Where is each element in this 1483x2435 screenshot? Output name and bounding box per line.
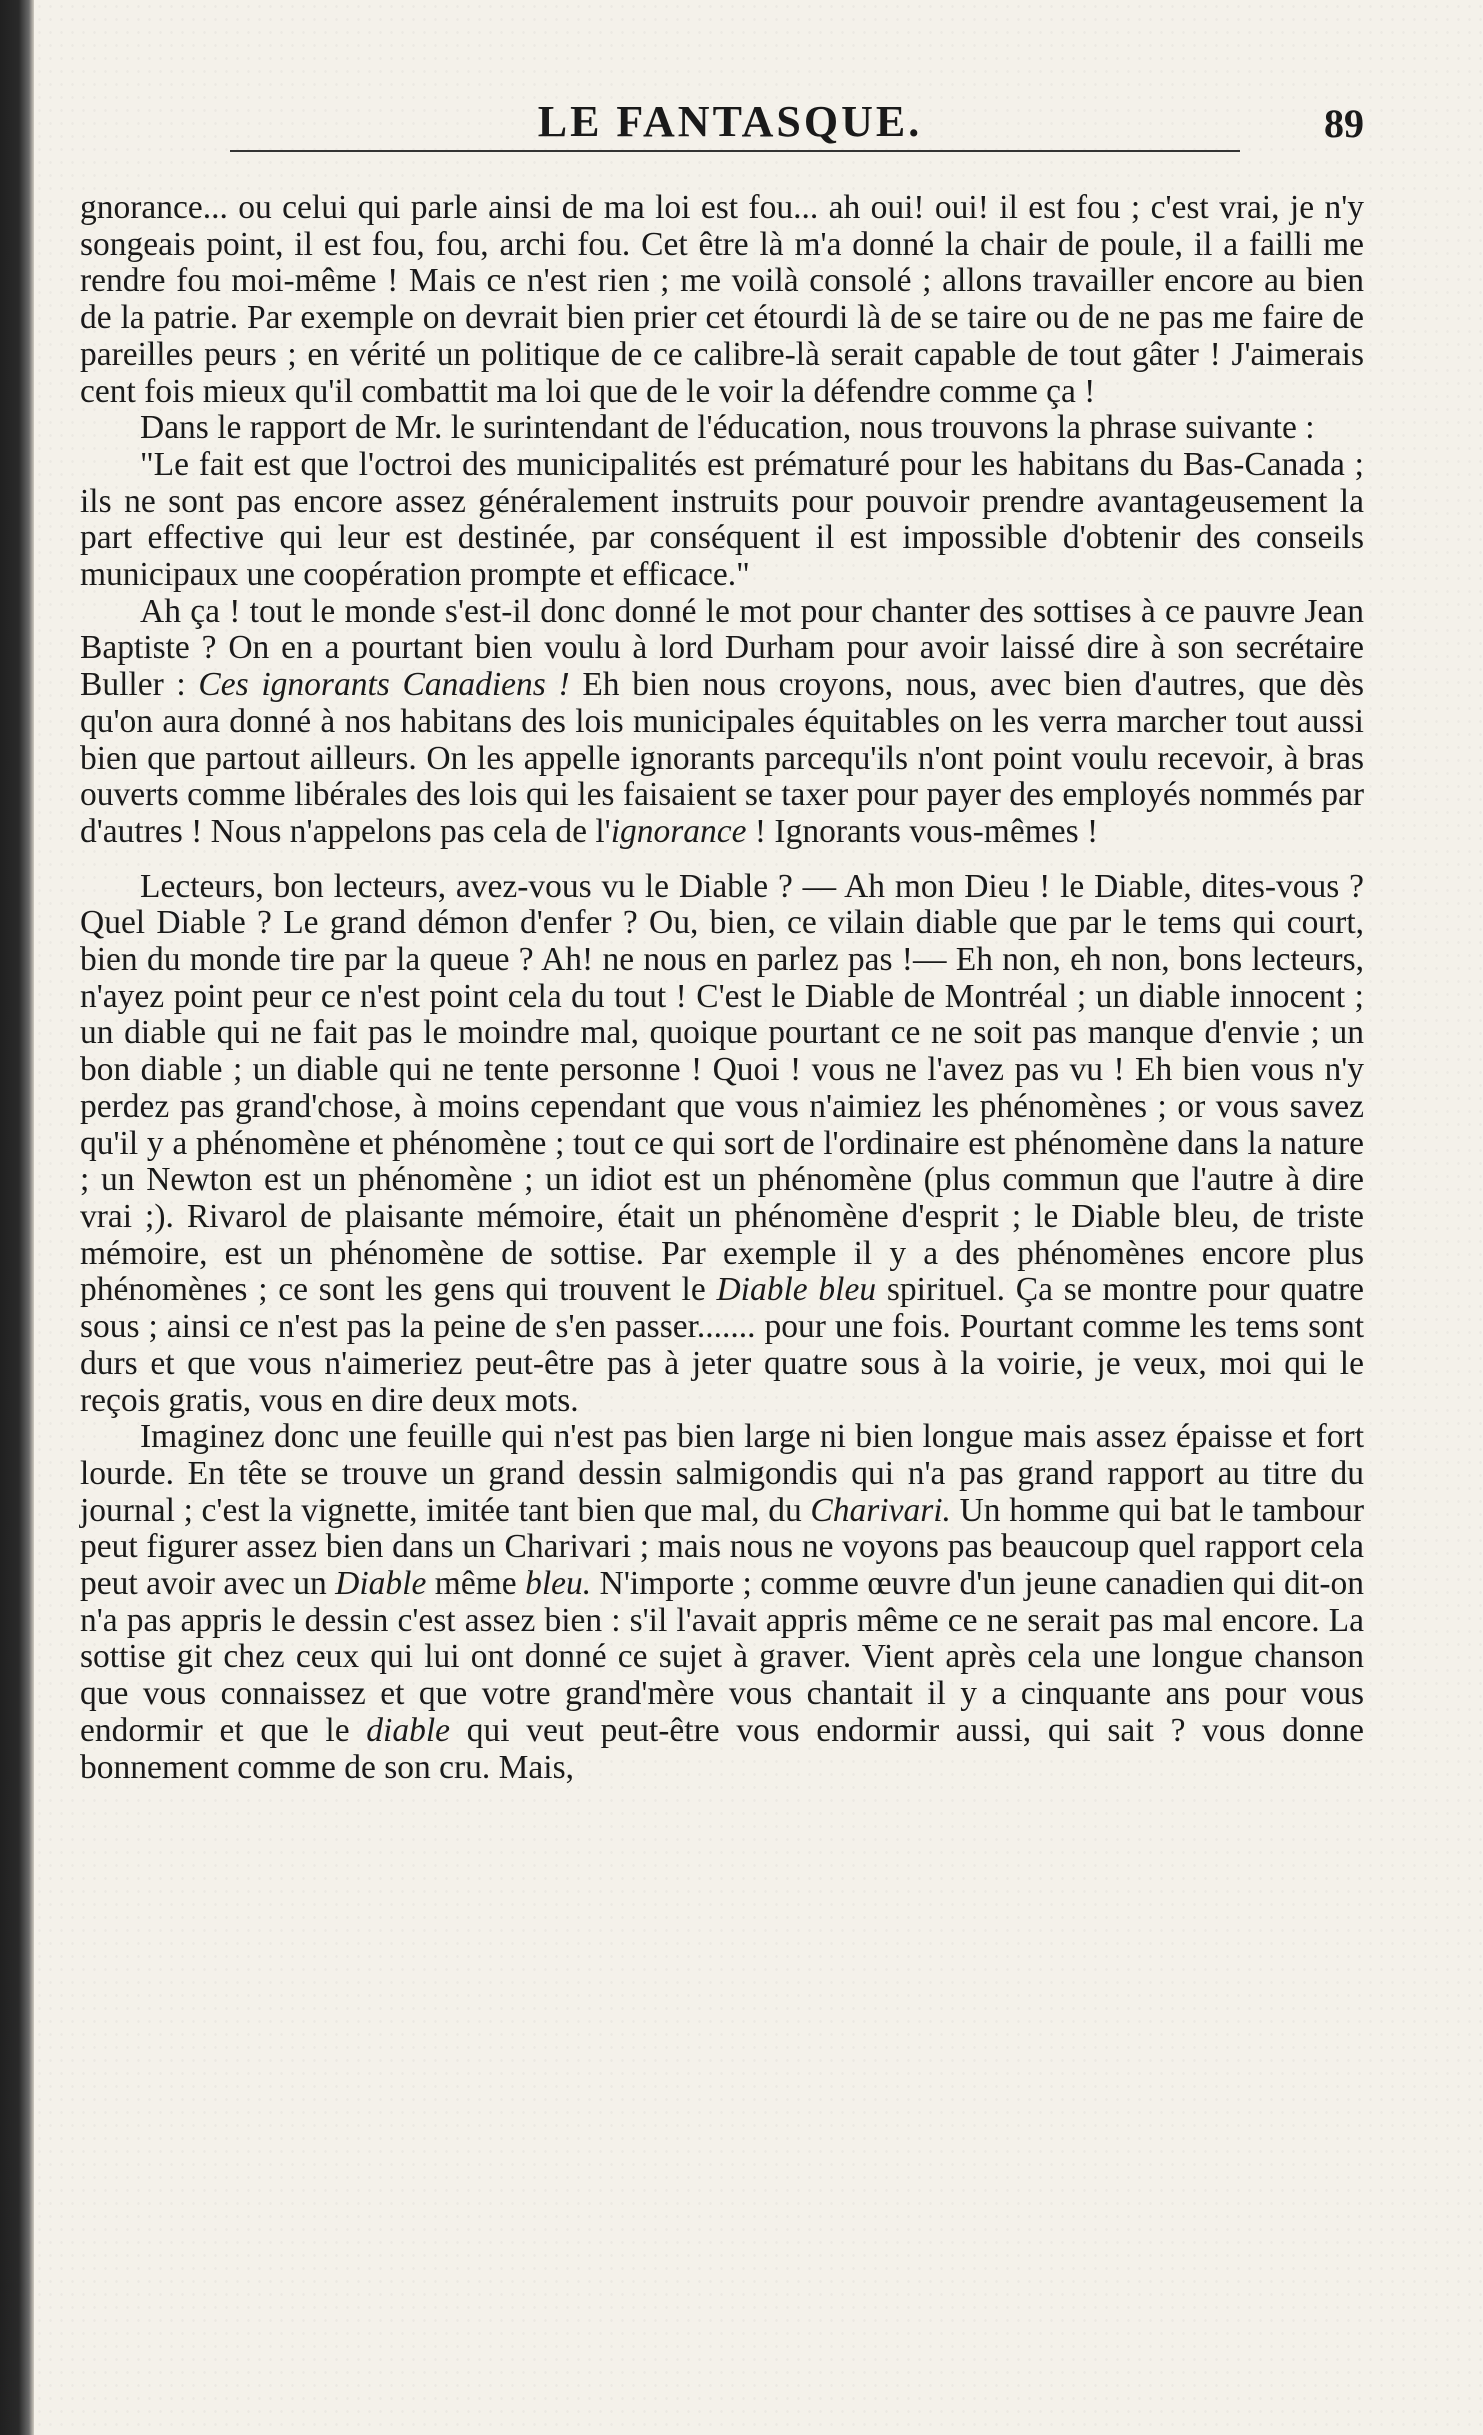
header-rule [230,150,1240,152]
text-run: Eh bien nous croyons, nous, avec bien d'autres, que dès qu'on aura donné à nos habitans des lois municipales équitables on les verra marcher tout aussi bien que partout ailleurs. On les appelle ignorants parcequ'ils n'ont point voulu recevoir, à bras ouverts comme libérales des lois qui les faisaient se taxer pour payer des employés nommés par d'autres ! Nous n'appelons pas cela de l' [80,666,1364,850]
paragraph [80,190,1364,410]
italic-text: Diable [335,1565,427,1603]
text-run: même [426,1565,526,1603]
text-run: Un homme qui bat le tambour peut figurer assez bien dans un Charivari ; mais nous ne voyons pas beaucoup quel rapport cela peut avoir avec un [80,1491,1364,1603]
paragraph [80,410,1364,447]
text-run: qui veut peut-être vous endormir aussi, qui sait ? vous donne bonnement comme de son cru. Mais, [80,1711,1364,1786]
italic-text: bleu. [525,1565,592,1603]
text-run: ! Ignorants vous-mêmes ! [746,812,1099,850]
text-run: Imaginez donc une feuille qui n'est pas bien large ni bien longue mais assez épaisse et fort lourde. En tête se trouve un grand dessin salmigondis qui n'a pas grand rapport au titre du journal ; c'est la vignette, imitée tant bien que mal, du [80,1418,1364,1529]
paragraph [80,869,1364,1420]
italic-text: Charivari. [810,1491,951,1529]
paragraph [80,447,1364,594]
text-run: spirituel. Ça se montre pour quatre sous ; ainsi ce n'est pas la peine de s'en passer....... pour une fois. Pourtant comme les tems sont durs et que vous n'aimeriez peut-être pas à jeter quatre sous à la voirie, je veux, moi qui le reçois gratis, vous en dire deux mots. [80,1271,1364,1419]
page-header [80,60,1380,146]
text-run: Lecteurs, bon lecteurs, avez-vous vu le Diable ? — Ah mon Dieu ! le Diable, dites-vous ? Quel Diable ? Le grand démon d'enfer ? Ou, bien, ce vilain diable que par le tems qui court, bien du monde tire par la queue ? Ah! ne nous en parlez pas !— Eh non, eh non, bons lecteurs, n'ayez point peur ce n'est point cela du tout ! C'est le Diable de Montréal ; un diable innocent ; un diable qui ne fait pas le moindre mal, quoique pourtant ce ne soit pas manque d'envie ; un bon diable ; un diable qui ne tente personne ! Quoi ! vous ne l'avez pas vu ! Eh bien vous n'y perdez pas grand'chose, à moins cependant que vous n'aimiez les phénomènes ; or vous savez qu'il y a phénomène et phénomène ; tout ce qui sort de l'ordinaire est phénomène dans la nature ; un Newton est un phénomène ; un idiot est un phénomène (plus commun que l'autre à dire vrai ;). Rivarol de plaisante mémoire, était un phénomène d'esprit ; le Diable bleu, de triste mémoire, est un phénomène de sottise. Par exemple il y a des phénomènes encore plus phénomènes ; ce sont les gens qui trouvent le [80,867,1364,1309]
text-run: N'importe ; comme œuvre d'un jeune canadien qui dit-on n'a pas appris le dessin c'est assez bien : s'il l'avait appris même ce ne serait pas mal encore. La sottise git chez ceux qui lui ont donné ce sujet à graver. Vient après cela une longue chanson que vous connaissez et que votre grand'mère vous chantait il y a cinquante ans pour vous endormir et que le [80,1565,1364,1749]
text-run: gnorance... ou celui qui parle ainsi de ma loi est fou... ah oui! oui! il est fou ; c'est vrai, je n'y songeais point, il est fou, fou, archi fou. Cet être là m'a donné la chair de poule, il a failli me rendre fou moi-même ! Mais ce n'est rien ; me voilà consolé ; allons travailler encore au bien de la patrie. Par exemple on devrait bien prier cet étourdi là de se taire ou de ne pas me faire de pareilles peurs ; en vérité un politique de ce calibre-là serait capable de tout gâter ! J'aimerais cent fois mieux qu'il combattit ma loi que de le voir la défendre comme ça ! [80,189,1364,410]
text-run: Ah ça ! tout le monde s'est-il donc donné le mot pour chanter des sottises à ce pauvre Jean Baptiste ? On en a pourtant bien voulu à lord Durham pour avoir laissé dire à son secrétaire Buller : [80,592,1364,704]
body-text [80,190,1364,1786]
document-page [80,60,1380,2400]
paragraph [80,1419,1364,1786]
italic-text: Diable bleu [716,1271,877,1309]
book-spine-shadow [0,0,34,2435]
text-run: Dans le rapport de Mr. le surintendant de l'éducation, nous trouvons la phrase suivante : [140,409,1315,447]
running-head: LE FANTASQUE. [537,97,923,146]
text-run: "Le fait est que l'octroi des municipalités est prématuré pour les habitans du Bas-Canada ; ils ne sont pas encore assez généralement instruits pour pouvoir prendre avantageusement la part effective qui leur est destinée, par conséquent il est impossible d'obtenir des conseils municipaux une coopération prompte et efficace." [80,445,1364,594]
paragraph [80,594,1364,851]
page-number: 89 [1324,101,1364,146]
italic-text: diable [366,1711,451,1749]
italic-text: ignorance [610,812,747,850]
italic-text: Ces ignorants Canadiens ! [198,666,570,704]
